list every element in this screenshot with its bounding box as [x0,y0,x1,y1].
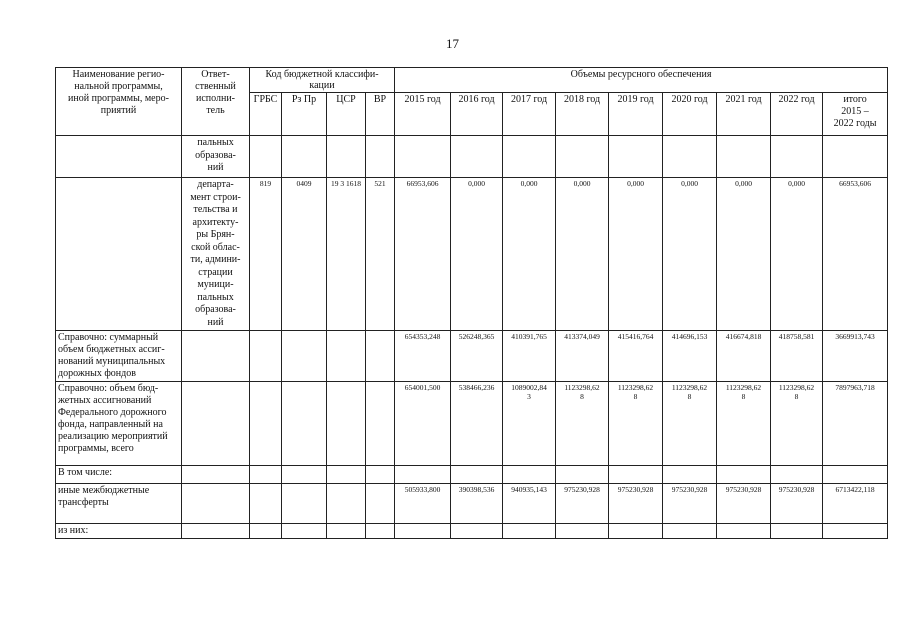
table-row [56,331,888,382]
budget-table [55,67,888,539]
cell-value: 975230,928 [609,484,663,524]
header-rzpr: Рз Пр [282,93,327,136]
table-row [56,382,888,466]
header-year: 2017 год [503,93,556,136]
header-row-1 [56,68,888,93]
cell-value: 0,000 [503,178,556,331]
cell-value: 66953,606 [395,178,451,331]
cell-total: 66953,606 [823,178,888,331]
cell-value: 410391,765 [503,331,556,382]
cell-value: 414696,153 [663,331,717,382]
header-year: 2021 год [717,93,771,136]
row-name: Справочно: суммарный объем бюджетных ассиг- нований муниципальных дорожных фондов [56,331,182,382]
cell-value: 0,000 [609,178,663,331]
cell-value: 415416,764 [609,331,663,382]
table-row [56,466,888,484]
row-executor: пальных образова- ний [182,136,250,178]
header-year: 2022 год [771,93,823,136]
row-name: из них: [56,524,182,539]
cell-value: 940935,143 [503,484,556,524]
row-name: Справочно: объем бюд- жетных ассигнований Федерального дорожного фонда, направленный на реализацию мероприятий программы, всего [56,382,182,466]
cell-value: 0,000 [717,178,771,331]
cell-value: 390398,536 [451,484,503,524]
cell-value: 1123298,62 8 [556,382,609,466]
header-resource-volumes: Объемы ресурсного обеспечения [395,68,888,93]
row-name: В том числе: [56,466,182,484]
header-year: 2019 год [609,93,663,136]
cell-value: 975230,928 [717,484,771,524]
cell-total: 7897963,718 [823,382,888,466]
header-total: итого 2015 – 2022 годы [823,93,888,136]
cell-value: 538466,236 [451,382,503,466]
cell-value: 526248,365 [451,331,503,382]
table-row [56,178,888,331]
cell-vr: 521 [366,178,395,331]
cell-grbs: 819 [250,178,282,331]
cell-value: 0,000 [663,178,717,331]
cell-value: 654001,500 [395,382,451,466]
cell-value: 1123298,62 8 [771,382,823,466]
header-year: 2015 год [395,93,451,136]
table-row [56,524,888,539]
header-year: 2016 год [451,93,503,136]
header-executor: Ответ- ственный исполни- тель [182,68,250,136]
cell-value: 0,000 [771,178,823,331]
cell-value: 1089002,84 3 [503,382,556,466]
row-name: иные межбюджетные трансферты [56,484,182,524]
cell-total: 3669913,743 [823,331,888,382]
cell-value: 975230,928 [771,484,823,524]
cell-value: 416674,818 [717,331,771,382]
row-executor: департа- мент строи- тельства и архитекту- ры Брян- ской облас- ти, админи- страции муници- пальных образова- ний [182,178,250,331]
header-csr: ЦСР [327,93,366,136]
page-number: 17 [446,36,459,51]
cell-value: 1123298,62 8 [609,382,663,466]
cell-value: 975230,928 [663,484,717,524]
header-vr: ВР [366,93,395,136]
row-name [56,178,182,331]
cell-rzpr: 0409 [282,178,327,331]
header-budget-code: Код бюджетной классифи- кации [250,68,395,93]
header-year: 2020 год [663,93,717,136]
cell-value: 654353,248 [395,331,451,382]
cell-csr: 19 3 1618 [327,178,366,331]
cell-value: 1123298,62 8 [663,382,717,466]
cell-total: 6713422,118 [823,484,888,524]
cell-value: 505933,800 [395,484,451,524]
header-name: Наименование регио- нальной программы, иной программы, меро- приятий [56,68,182,136]
table-row [56,484,888,524]
cell-value: 1123298,62 8 [717,382,771,466]
table-row [56,136,888,178]
cell-value: 418758,581 [771,331,823,382]
cell-value: 0,000 [556,178,609,331]
cell-value: 413374,049 [556,331,609,382]
header-grbs: ГРБС [250,93,282,136]
row-name [56,136,182,178]
header-year: 2018 год [556,93,609,136]
cell-value: 0,000 [451,178,503,331]
cell-value: 975230,928 [556,484,609,524]
